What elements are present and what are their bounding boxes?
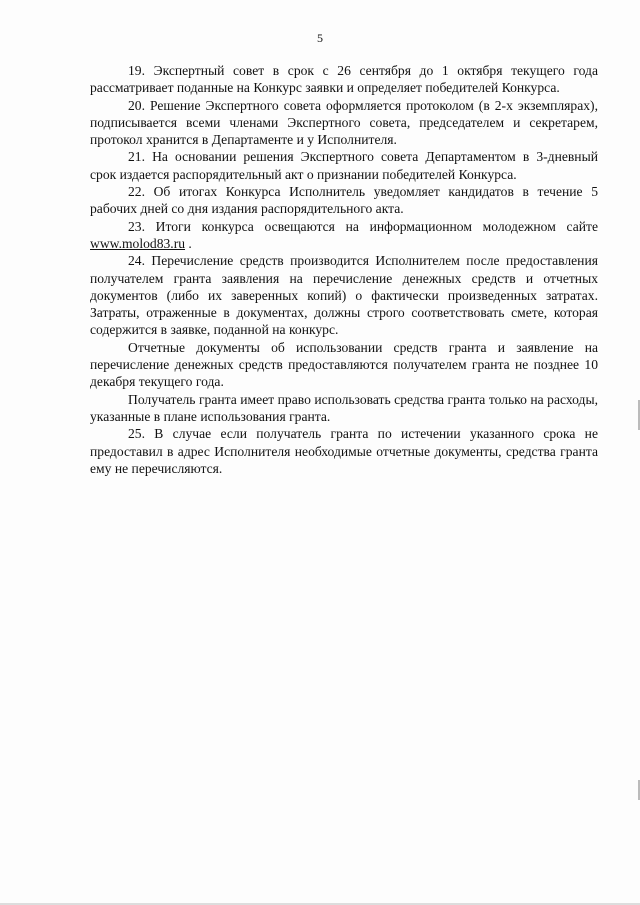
page-number: 5	[317, 31, 323, 45]
paragraph-19: 19. Экспертный совет в срок с 26 сентября до 1 октября текущего года рассматривает поданные на Конкурс заявки и определяет победителей Конкурса.	[90, 63, 598, 96]
paragraph-24-usage: Получатель гранта имеет право использовать средства гранта только на расходы, указанные в плане использования гранта.	[90, 391, 598, 424]
paragraph-25: 25. В случае если получатель гранта по истечении указанного срока не предоставил в адрес Исполнителя необходимые отчетные документы, средства гранта ему не перечисляются.	[90, 426, 598, 476]
paragraph-22: 22. Об итогах Конкурса Исполнитель уведомляет кандидатов в течение 5 рабочих дней со дня издания распорядительного акта.	[90, 184, 598, 217]
paragraph-24-reports: Отчетные документы об использовании средств гранта и заявление на перечисление денежных средств предоставляются получателем гранта не позднее 10 декабря текущего года.	[90, 339, 598, 390]
paragraph-23	[90, 218, 598, 253]
paragraph-23-tail: .	[185, 235, 192, 251]
paragraph-24: 24. Перечисление средств производится Исполнителем после предоставления получателем гранта заявления на перечисление денежных средств и отчетных документов (либо их заверенных копий) о фактически произведенных затратах. Затраты, отраженные в документах, должны строго соответствовать смете, которая содержится в заявке, поданной на конкурс.	[90, 253, 598, 338]
paragraph-20: 20. Решение Экспертного совета оформляется протоколом (в 2-х экземплярах), подписывается всеми членами Экспертного совета, председателем и секретарем, протокол хранится в Департаменте и у Исполнителя.	[90, 97, 598, 148]
website-link[interactable]: www.molod83.ru	[90, 235, 186, 251]
paragraph-21: 21. На основании решения Экспертного совета Департаментом в 3-дневный срок издается распорядительный акт о признании победителей Конкурса.	[90, 149, 598, 182]
document-body	[90, 62, 598, 477]
paragraph-23-text: 23. Итоги конкурса освещаются на информационном молодежном сайте	[128, 218, 598, 234]
